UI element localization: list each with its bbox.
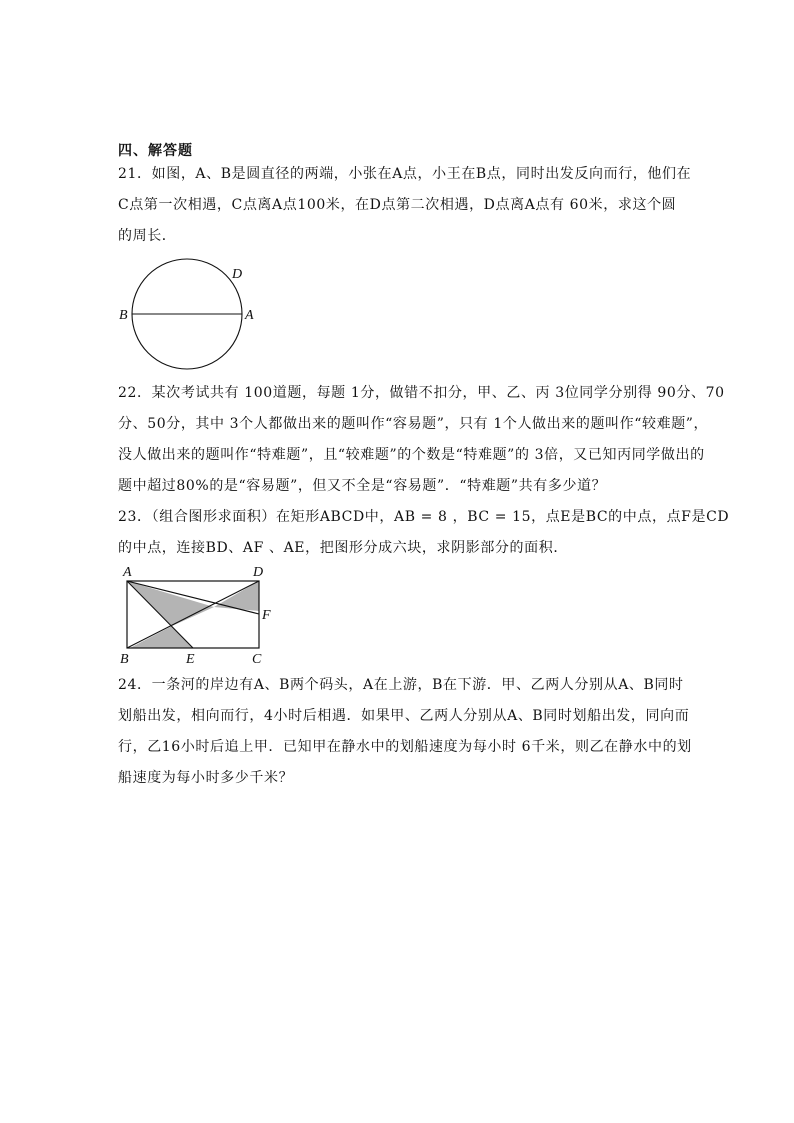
shaded-region-bottom <box>130 626 193 648</box>
q22-line-3: 没人做出来的题叫作“特难题”，且“较难题”的个数是“特难题”的 3倍，又已知丙同学做出的 <box>118 447 705 463</box>
label-C: C <box>252 652 262 667</box>
section-title: 四、解答题 <box>118 143 193 159</box>
label-B: B <box>120 652 129 667</box>
label-D: D <box>253 565 264 580</box>
q23-line-2: 的中点，连接BD、AF 、AE，把图形分成六块，求阴影部分的面积． <box>118 540 568 556</box>
label-E: E <box>186 652 195 667</box>
label-A: A <box>245 308 254 323</box>
q21-line-3: 的周长． <box>118 228 177 244</box>
q22-line-4: 题中超过80%的是“容易题”，但又不全是“容易题”．“特难题”共有多少道？ <box>118 478 607 494</box>
label-F: F <box>262 608 271 623</box>
label-A: A <box>123 565 132 580</box>
q24-line-4: 船速度为每小时多少千米？ <box>118 770 294 786</box>
q23-rectangle-figure <box>112 562 282 670</box>
q24-line-2: 划船出发，相向而行，4小时后相遇．如果甲、乙两人分别从A、B同时划船出发，同向而 <box>118 708 690 724</box>
label-B: B <box>119 308 128 323</box>
q22-line-1: 22．某次考试共有 100道题，每题 1分，做错不扣分，甲、乙、丙 3位同学分别得 90分、70 <box>118 385 725 401</box>
q22-line-2: 分、50分，其中 3个人都做出来的题叫作“容易题”，只有 1个人做出来的题叫作“较难题”， <box>118 416 709 432</box>
q21-line-2: C点第一次相遇，C点离A点100米，在D点第二次相遇，D点离A点有 60米，求这个圆 <box>118 197 677 213</box>
shaded-region-right <box>214 581 259 611</box>
q21-line-1: 21．如图，A、B是圆直径的两端，小张在A点，小王在B点，同时出发反向而行，他们在 <box>118 166 692 182</box>
q23-line-1: 23．（组合图形求面积）在矩形ABCD中，AB = 8 ，BC = 15，点E是BC的中点，点F是CD <box>118 509 730 525</box>
q24-line-3: 行，乙16小时后追上甲．已知甲在静水中的划船速度为每小时 6千米，则乙在静水中的划 <box>118 739 692 755</box>
shaded-region-left <box>127 581 214 626</box>
label-D: D <box>232 267 243 282</box>
q21-circle-figure <box>110 258 270 378</box>
q24-line-1: 24．一条河的岸边有A、B两个码头，A在上游，B在下游．甲、乙两人分别从A、B同时 <box>118 677 684 693</box>
